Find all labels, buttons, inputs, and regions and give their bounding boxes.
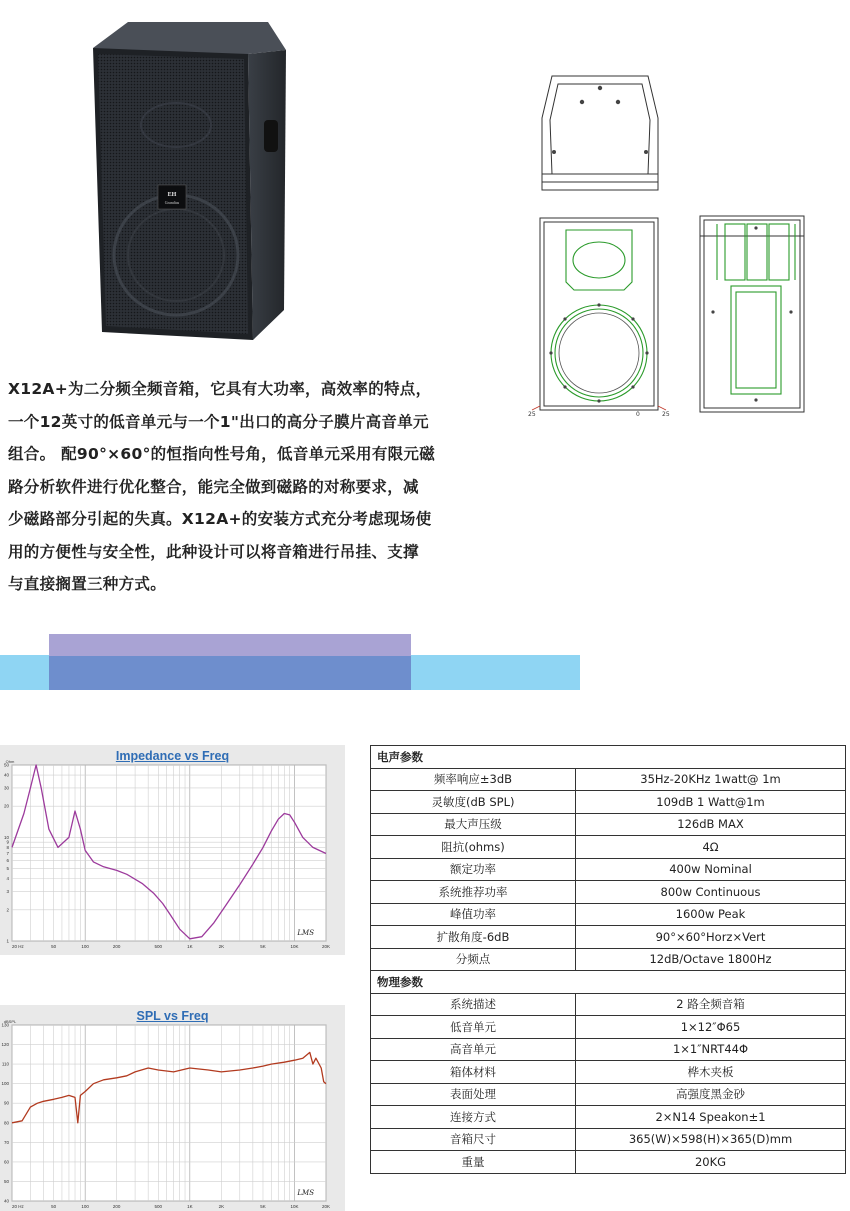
y-tick-label: 110 [1,1061,9,1067]
x-tick-label: 50 [51,1204,57,1209]
x-tick-label: 50 [51,944,57,949]
x-tick-label: 100 [81,944,89,949]
table-row [371,1061,846,1084]
table-row [371,836,846,859]
y-tick-label: 100 [1,1081,9,1087]
physical-section [371,971,846,994]
spec-value: 800w Continuous [576,881,846,904]
table-row [371,993,846,1016]
y-tick-label: 2 [6,907,9,913]
lms-annotation: LMS [297,929,314,937]
table-row [371,858,846,881]
y-tick-label: 9 [6,839,9,845]
spl-chart-title: SPL vs Freq [136,1009,209,1023]
logo-text-bottom: Grandtas [164,200,180,205]
x-tick-label: 20K [321,1204,331,1209]
y-tick-label: 10 [3,834,9,840]
drawing-side-view [695,210,810,415]
spec-label: 额定功率 [371,858,576,881]
spec-label: 分频点 [371,948,576,971]
x-tick-label: 20K [321,944,331,949]
y-tick-label: 130 [1,1022,9,1028]
y-tick-label: 30 [3,785,9,791]
table-row [371,926,846,949]
x-tick-label: 2K [218,944,225,949]
spec-label: 表面处理 [371,1083,576,1106]
speaker-photo [88,20,288,350]
spec-value: 109dB 1 Watt@1m [576,791,846,814]
drawing-label-right: 25 [662,411,670,418]
y-tick-label: 90 [3,1100,9,1106]
description-line: 路分析软件进行优化整合，能完全做到磁路的对称要求，减 [8,477,419,496]
description-line: 组合。 配90°×60°的恒指向性号角，低音单元采用有限元磁 [8,445,436,463]
table-row [371,768,846,791]
x-tick-label: 1K [187,1204,193,1209]
y-unit-label: Ohm [5,759,15,764]
y-tick-label: 50 [3,1178,9,1184]
y-tick-label: 4 [6,876,9,882]
decorative-bar-purple [49,634,411,656]
spec-label: 频率响应±3dB [371,768,576,791]
decorative-bar-blue [49,656,411,690]
table-row [371,948,846,971]
y-tick-label: 70 [3,1139,9,1145]
y-tick-label: 1 [6,938,9,944]
logo-text-top: EH [167,192,177,198]
spec-value: 2×N14 Speakon±1 [576,1106,846,1129]
impedance-chart-title: Impedance vs Freq [115,749,230,763]
electrical-section [371,746,846,769]
x-tick-label: 200 [112,944,121,949]
table-row [371,1106,846,1129]
table-row [371,1016,846,1039]
x-tick-label: 200 [112,1204,121,1209]
drawing-front-view [528,210,673,420]
electrical-section-title: 电声参数 [371,746,846,769]
drawing-label-left: 25 [528,411,536,418]
spec-label: 系统描述 [371,993,576,1016]
table-row [371,1083,846,1106]
spec-value: 12dB/Octave 1800Hz [576,948,846,971]
spec-value: 2 路全频音箱 [576,993,846,1016]
description-line: 少磁路部分引起的失真。X12A+的安装方式充分考虑现场使 [8,510,432,528]
lms-annotation: LMS [297,1189,314,1197]
y-tick-label: 60 [3,1159,9,1165]
y-tick-label: 3 [6,889,9,895]
x-tick-label: 500 [154,944,163,949]
spec-table [370,745,846,1174]
x-tick-label: 20 Hz [12,944,24,949]
table-row [371,791,846,814]
x-tick-label: 10K [290,944,299,949]
description-line: 与直接搁置三种方式。 [8,575,167,593]
spec-value: 1×1″NRT44Φ [576,1038,846,1061]
spec-label: 高音单元 [371,1038,576,1061]
plot-area [12,1025,326,1201]
spec-label: 阻抗(ohms) [371,836,576,859]
spec-value: 1×12″Φ65 [576,1016,846,1039]
x-tick-label: 1K [187,944,193,949]
spec-value: 90°×60°Horz×Vert [576,926,846,949]
description-line: X12A+为二分频全频音箱，它具有大功率，高效率的特点， [8,380,432,398]
x-tick-label: 2K [218,1204,225,1209]
x-tick-label: 100 [81,1204,89,1209]
spec-label: 扩散角度-6dB [371,926,576,949]
x-tick-label: 5K [260,1204,266,1209]
description-line: 用的方便性与安全性，此种设计可以将音箱进行吊挂、支撑 [8,542,419,561]
spec-label: 系统推荐功率 [371,881,576,904]
spec-value: 126dB MAX [576,813,846,836]
table-row [371,1038,846,1061]
spl-chart [0,1005,345,1211]
x-tick-label: 500 [154,1204,163,1209]
y-tick-label: 20 [3,803,9,809]
y-unit-label: dBSPL [3,1019,17,1024]
spec-label: 灵敏度(dB SPL) [371,791,576,814]
spec-value: 1600w Peak [576,903,846,926]
y-tick-label: 5 [6,866,9,872]
spec-value: 高强度黑金砂 [576,1083,846,1106]
table-row [371,1128,846,1151]
table-row [371,881,846,904]
spec-value: 400w Nominal [576,858,846,881]
y-tick-label: 40 [3,1198,9,1204]
spec-label: 最大声压级 [371,813,576,836]
table-row [371,813,846,836]
spec-label: 音箱尺寸 [371,1128,576,1151]
spl-plot [0,1005,345,1211]
impedance-chart [0,745,345,955]
spec-value: 桦木夹板 [576,1061,846,1084]
x-tick-label: 5K [260,944,266,949]
y-tick-label: 50 [3,762,9,768]
spec-value: 365(W)×598(H)×365(D)mm [576,1128,846,1151]
spec-label: 峰值功率 [371,903,576,926]
y-tick-label: 40 [3,772,9,778]
impedance-plot [0,745,345,955]
spec-label: 连接方式 [371,1106,576,1129]
x-tick-label: 20 Hz [12,1204,24,1209]
y-tick-label: 7 [6,850,9,856]
y-tick-label: 120 [1,1042,9,1048]
table-row [371,903,846,926]
y-tick-label: 8 [6,844,9,850]
physical-section-title: 物理参数 [371,971,846,994]
drawing-top-view [530,70,670,195]
spec-label: 箱体材料 [371,1061,576,1084]
product-description [8,373,448,601]
table-row [371,1151,846,1174]
spec-value: 4Ω [576,836,846,859]
description-line: 一个12英寸的低音单元与一个1"出口的高分子膜片高音单元 [8,412,429,431]
y-tick-label: 6 [6,857,9,863]
spec-label: 低音单元 [371,1016,576,1039]
x-tick-label: 10K [290,1204,299,1209]
y-tick-label: 80 [3,1120,9,1126]
spec-value: 20KG [576,1151,846,1174]
spec-value: 35Hz-20KHz 1watt@ 1m [576,768,846,791]
drawing-label-center: 0 [636,411,640,418]
spec-label: 重量 [371,1151,576,1174]
plot-area [12,765,326,941]
